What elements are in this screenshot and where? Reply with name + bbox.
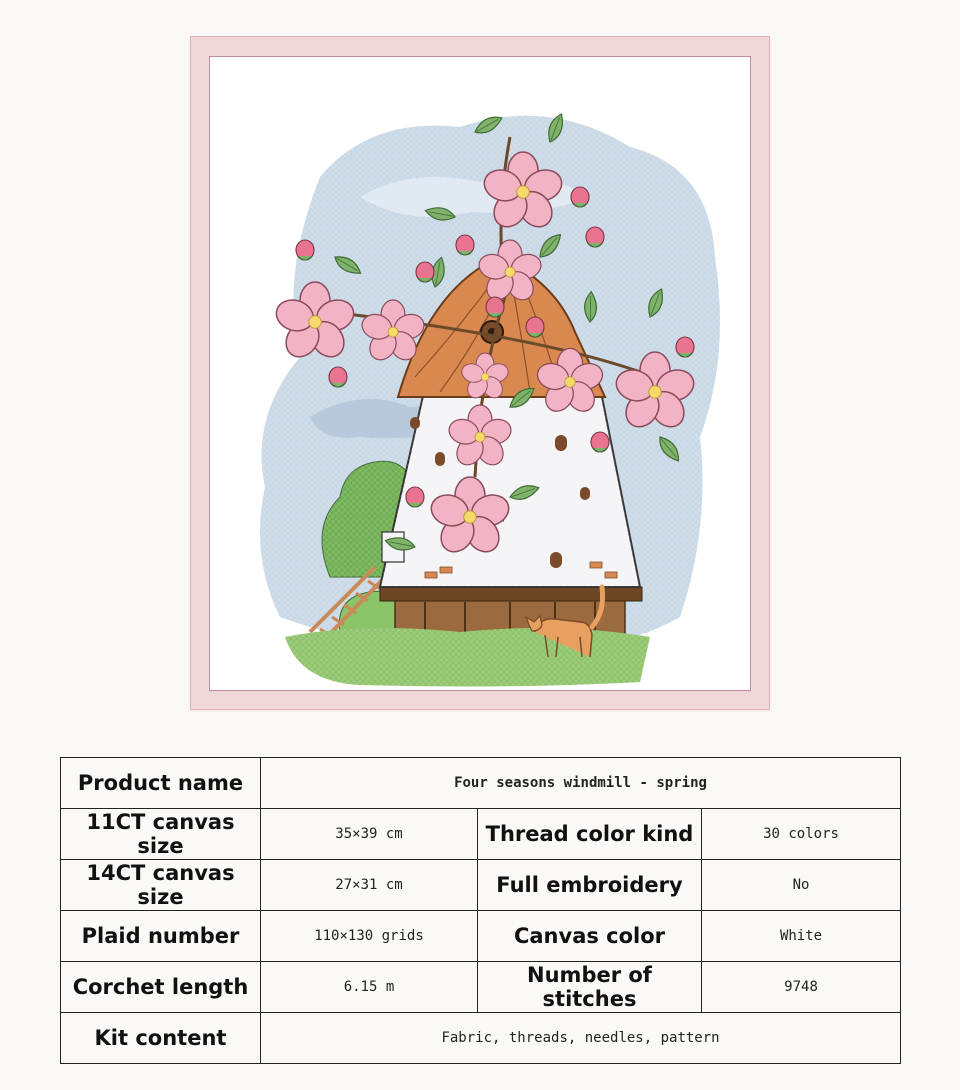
spec-row-canvas-11ct: [61, 809, 901, 860]
spec-row-kit-content: [61, 1013, 901, 1064]
full-embroidery-value: No: [702, 860, 901, 911]
corchet-length-label: Corchet length: [61, 962, 261, 1013]
canvas-color-value: White: [702, 911, 901, 962]
spec-row-canvas-14ct: [61, 860, 901, 911]
kit-content-label: Kit content: [61, 1013, 261, 1064]
canvas-color-label: Canvas color: [478, 911, 702, 962]
product-spec-table: [60, 757, 901, 1064]
canvas-14ct-label: 14CT canvas size: [61, 860, 261, 911]
plaid-number-label: Plaid number: [61, 911, 261, 962]
canvas-11ct-label: 11CT canvas size: [61, 809, 261, 860]
canvas-11ct-value: 35×39 cm: [261, 809, 478, 860]
full-embroidery-label: Full embroidery: [478, 860, 702, 911]
spec-row-corchet: [61, 962, 901, 1013]
plaid-number-value: 110×130 grids: [261, 911, 478, 962]
corchet-length-value: 6.15 m: [261, 962, 478, 1013]
product-name-label: Product name: [61, 758, 261, 809]
number-of-stitches-value: 9748: [702, 962, 901, 1013]
product-image-frame: [190, 36, 770, 710]
canvas-14ct-value: 27×31 cm: [261, 860, 478, 911]
kit-content-value: Fabric, threads, needles, pattern: [261, 1013, 901, 1064]
spec-row-product-name: [61, 758, 901, 809]
thread-color-kind-label: Thread color kind: [478, 809, 702, 860]
number-of-stitches-label: Number of stitches: [478, 962, 702, 1013]
thread-color-kind-value: 30 colors: [702, 809, 901, 860]
windmill-cross-stitch-image: [210, 57, 751, 691]
windmill-tower: [380, 387, 640, 587]
spec-row-plaid: [61, 911, 901, 962]
product-image-mat: [209, 56, 751, 691]
product-name-value: Four seasons windmill - spring: [261, 758, 901, 809]
grass: [285, 628, 650, 686]
